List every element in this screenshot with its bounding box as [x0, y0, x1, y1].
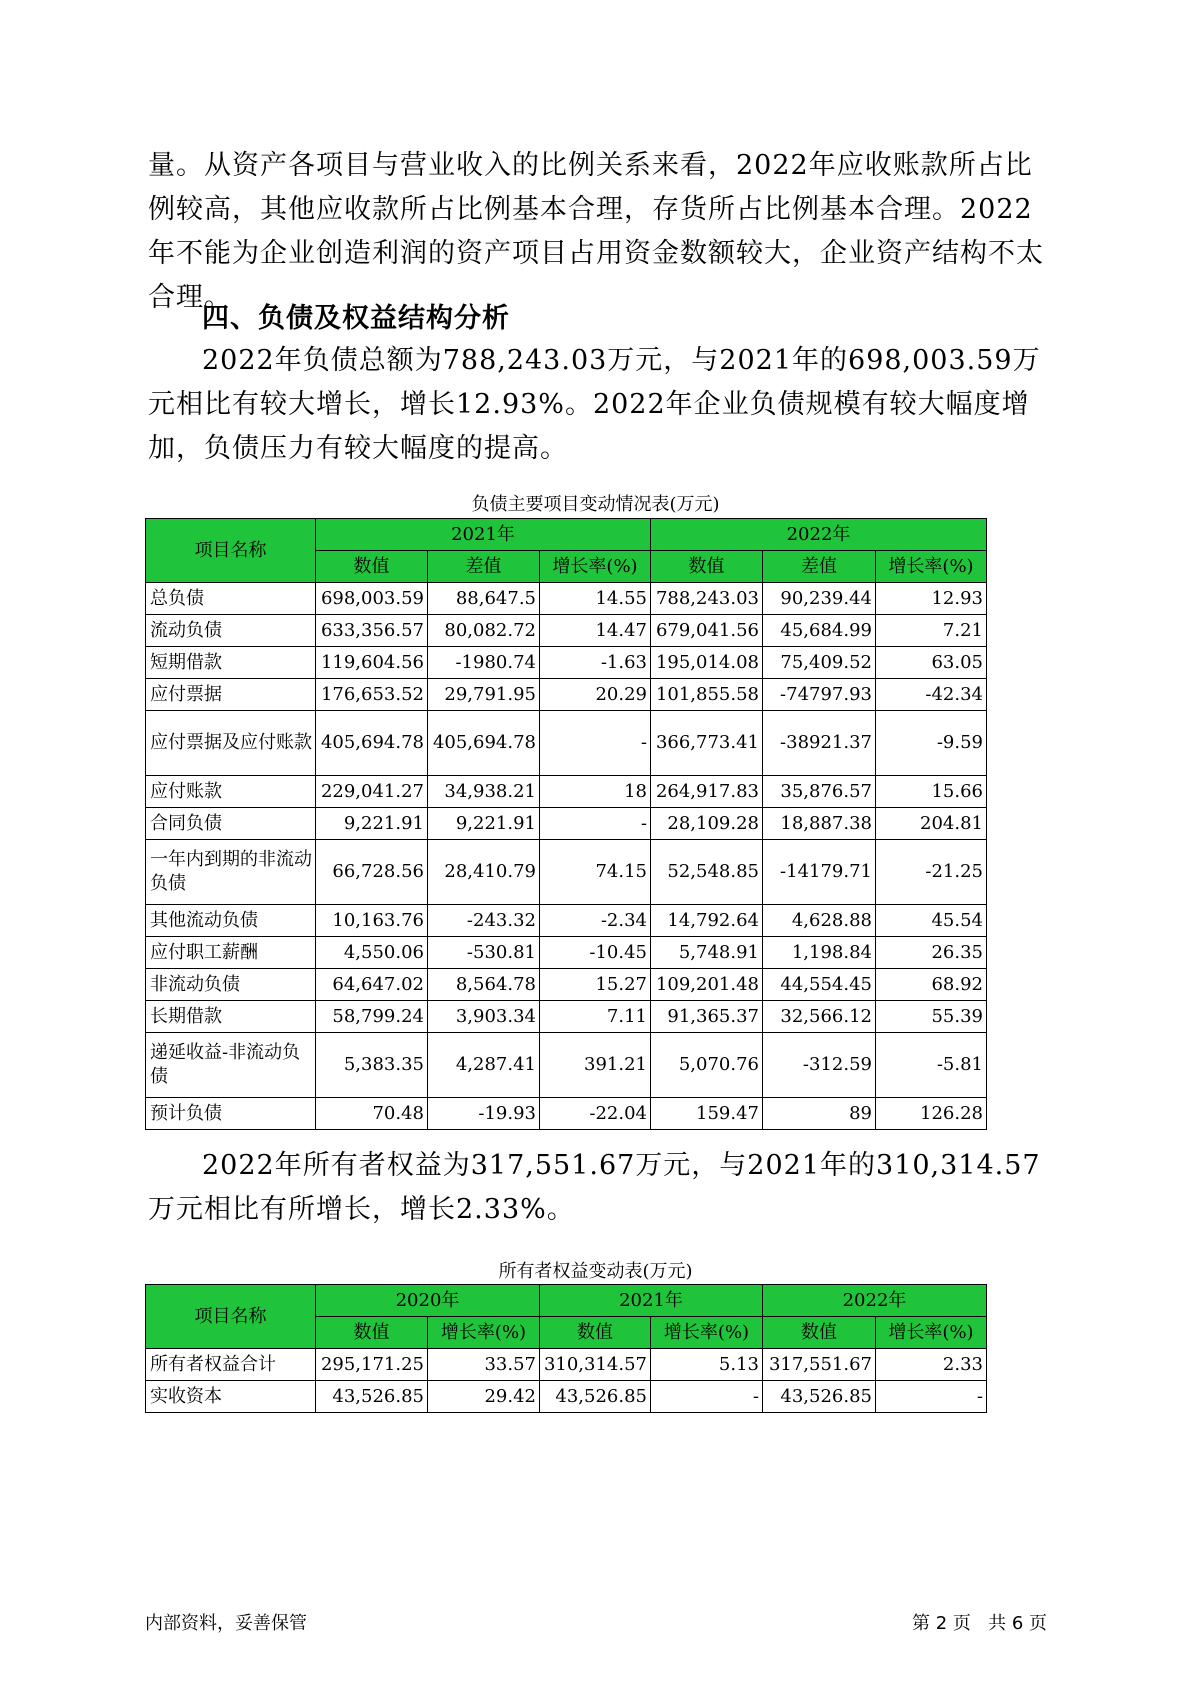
- row-item-name: 所有者权益合计: [146, 1349, 316, 1381]
- cell-r2: 204.81: [876, 808, 987, 840]
- row-item-name: 一年内到期的非流动负债: [146, 840, 316, 905]
- cell-d1: 34,938.21: [428, 776, 540, 808]
- table-row: [146, 615, 987, 647]
- cell-r3: -: [876, 1381, 987, 1413]
- diff-header: 差值: [763, 551, 876, 583]
- cell-r1: -: [540, 711, 651, 776]
- cell-d2: 35,876.57: [763, 776, 876, 808]
- footer-confidential: 内部资料，妥善保管: [145, 1613, 307, 1634]
- cell-d1: -530.81: [428, 937, 540, 969]
- table-row: [146, 808, 987, 840]
- row-item-name: 应付票据及应付账款: [146, 711, 316, 776]
- table-row: [146, 937, 987, 969]
- table2-caption: 所有者权益变动表(万元): [498, 1261, 693, 1282]
- cell-v2: 91,365.37: [651, 1001, 763, 1033]
- row-item-name: 递延收益-非流动负债: [146, 1033, 316, 1098]
- cell-v1: 295,171.25: [316, 1349, 428, 1381]
- cell-r1: 15.27: [540, 969, 651, 1001]
- cell-v2: 43,526.85: [540, 1381, 651, 1413]
- equity-table: [145, 1284, 987, 1413]
- cell-v1: 119,604.56: [316, 647, 428, 679]
- cell-d2: 18,887.38: [763, 808, 876, 840]
- cell-v2: 5,748.91: [651, 937, 763, 969]
- year-2021-header: 2021年: [316, 519, 651, 551]
- cell-r1: 29.42: [428, 1381, 540, 1413]
- cell-r2: -21.25: [876, 840, 987, 905]
- cell-r1: 14.55: [540, 583, 651, 615]
- rate-header: 增长率(%): [876, 1317, 987, 1349]
- value-header: 数值: [316, 551, 428, 583]
- cell-d2: 4,628.88: [763, 905, 876, 937]
- cell-v1: 405,694.78: [316, 711, 428, 776]
- cell-v2: 101,855.58: [651, 679, 763, 711]
- cell-r2: -5.81: [876, 1033, 987, 1098]
- cell-d1: 9,221.91: [428, 808, 540, 840]
- cell-r2: 7.21: [876, 615, 987, 647]
- row-item-name: 其他流动负债: [146, 905, 316, 937]
- cell-r2: 15.66: [876, 776, 987, 808]
- cell-r1: 391.21: [540, 1033, 651, 1098]
- paragraph-asset-structure: 量。从资产各项目与营业收入的比例关系来看，2022年应收账款所占比例较高，其他应收款所占比例基本合理，存货所占比例基本合理。2022年不能为企业创造利润的资产项目占用资金数额较大，企业资产结构不太合理。: [148, 150, 1044, 313]
- cell-r2: 126.28: [876, 1098, 987, 1130]
- cell-d2: 32,566.12: [763, 1001, 876, 1033]
- cell-r1: 14.47: [540, 615, 651, 647]
- cell-r2: 12.93: [876, 583, 987, 615]
- liabilities-table: [145, 518, 987, 1130]
- cell-v1: 58,799.24: [316, 1001, 428, 1033]
- rate-header: 增长率(%): [428, 1317, 540, 1349]
- table-row: [146, 647, 987, 679]
- table-row: [146, 679, 987, 711]
- table-row: [146, 1033, 987, 1098]
- cell-v2: 28,109.28: [651, 808, 763, 840]
- cell-d1: 88,647.5: [428, 583, 540, 615]
- year-2022-header: 2022年: [763, 1285, 987, 1317]
- table-row: [146, 1001, 987, 1033]
- cell-d2: -38921.37: [763, 711, 876, 776]
- item-name-header: 项目名称: [146, 1285, 316, 1349]
- table-row: [146, 1098, 987, 1130]
- cell-d1: 4,287.41: [428, 1033, 540, 1098]
- value-header: 数值: [316, 1317, 428, 1349]
- cell-v2: 159.47: [651, 1098, 763, 1130]
- cell-r1: 20.29: [540, 679, 651, 711]
- year-2021-header: 2021年: [540, 1285, 763, 1317]
- cell-d1: 405,694.78: [428, 711, 540, 776]
- cell-d1: 28,410.79: [428, 840, 540, 905]
- section-heading: 四、负债及权益结构分析: [202, 303, 510, 334]
- cell-r3: 2.33: [876, 1349, 987, 1381]
- row-item-name: 短期借款: [146, 647, 316, 679]
- paragraph-equity: 2022年所有者权益为317,551.67万元，与2021年的310,314.57万元相比有所增长，增长2.33%。: [148, 1150, 1041, 1225]
- row-item-name: 流动负债: [146, 615, 316, 647]
- row-item-name: 实收资本: [146, 1381, 316, 1413]
- cell-d2: 1,198.84: [763, 937, 876, 969]
- cell-r1: 33.57: [428, 1349, 540, 1381]
- cell-d2: 75,409.52: [763, 647, 876, 679]
- cell-r2: 55.39: [876, 1001, 987, 1033]
- value-header: 数值: [540, 1317, 651, 1349]
- year-2022-header: 2022年: [651, 519, 987, 551]
- cell-v1: 698,003.59: [316, 583, 428, 615]
- cell-r1: 18: [540, 776, 651, 808]
- cell-r1: -10.45: [540, 937, 651, 969]
- cell-v2: 679,041.56: [651, 615, 763, 647]
- table-row: [146, 776, 987, 808]
- cell-d2: -312.59: [763, 1033, 876, 1098]
- cell-r2: 26.35: [876, 937, 987, 969]
- cell-v1: 229,041.27: [316, 776, 428, 808]
- cell-d2: -74797.93: [763, 679, 876, 711]
- row-item-name: 预计负债: [146, 1098, 316, 1130]
- cell-v1: 4,550.06: [316, 937, 428, 969]
- cell-v1: 43,526.85: [316, 1381, 428, 1413]
- cell-v2: 109,201.48: [651, 969, 763, 1001]
- cell-r1: -: [540, 808, 651, 840]
- table-row: [146, 1381, 987, 1413]
- cell-d2: 45,684.99: [763, 615, 876, 647]
- rate-header: 增长率(%): [651, 1317, 763, 1349]
- cell-v2: 5,070.76: [651, 1033, 763, 1098]
- cell-v3: 317,551.67: [763, 1349, 876, 1381]
- cell-d1: -243.32: [428, 905, 540, 937]
- cell-d2: 89: [763, 1098, 876, 1130]
- value-header: 数值: [763, 1317, 876, 1349]
- cell-d1: 8,564.78: [428, 969, 540, 1001]
- cell-v1: 70.48: [316, 1098, 428, 1130]
- cell-v1: 633,356.57: [316, 615, 428, 647]
- cell-d2: -14179.71: [763, 840, 876, 905]
- cell-v2: 52,548.85: [651, 840, 763, 905]
- cell-v1: 176,653.52: [316, 679, 428, 711]
- cell-v2: 195,014.08: [651, 647, 763, 679]
- cell-v2: 788,243.03: [651, 583, 763, 615]
- diff-header: 差值: [428, 551, 540, 583]
- paragraph-liabilities: 2022年负债总额为788,243.03万元，与2021年的698,003.59万元相比有较大增长，增长12.93%。2022年企业负债规模有较大幅度增加，负债压力有较大幅度的提高。: [148, 345, 1041, 464]
- cell-v2: 310,314.57: [540, 1349, 651, 1381]
- table-header-row: [146, 1285, 987, 1317]
- footer-page-number: 第 2 页 共 6 页: [912, 1613, 1047, 1634]
- table-row: [146, 583, 987, 615]
- cell-d1: 3,903.34: [428, 1001, 540, 1033]
- table-row: [146, 711, 987, 776]
- cell-v2: 264,917.83: [651, 776, 763, 808]
- row-item-name: 长期借款: [146, 1001, 316, 1033]
- row-item-name: 应付账款: [146, 776, 316, 808]
- year-2020-header: 2020年: [316, 1285, 540, 1317]
- cell-v1: 9,221.91: [316, 808, 428, 840]
- cell-r1: -22.04: [540, 1098, 651, 1130]
- rate-header: 增长率(%): [876, 551, 987, 583]
- cell-r1: -1.63: [540, 647, 651, 679]
- cell-d1: 80,082.72: [428, 615, 540, 647]
- cell-r1: 7.11: [540, 1001, 651, 1033]
- cell-d1: 29,791.95: [428, 679, 540, 711]
- row-item-name: 应付票据: [146, 679, 316, 711]
- row-item-name: 非流动负债: [146, 969, 316, 1001]
- table1-caption: 负债主要项目变动情况表(万元): [471, 494, 720, 515]
- cell-v2: 14,792.64: [651, 905, 763, 937]
- row-item-name: 应付职工薪酬: [146, 937, 316, 969]
- table-header-row: [146, 519, 987, 551]
- table-row: [146, 1349, 987, 1381]
- cell-d1: -1980.74: [428, 647, 540, 679]
- value-header: 数值: [651, 551, 763, 583]
- cell-r2: 45.54: [876, 905, 987, 937]
- cell-v1: 5,383.35: [316, 1033, 428, 1098]
- table-row: [146, 840, 987, 905]
- cell-r2: 68.92: [876, 969, 987, 1001]
- cell-v1: 66,728.56: [316, 840, 428, 905]
- cell-d1: -19.93: [428, 1098, 540, 1130]
- cell-v1: 10,163.76: [316, 905, 428, 937]
- cell-r2: 63.05: [876, 647, 987, 679]
- row-item-name: 合同负债: [146, 808, 316, 840]
- rate-header: 增长率(%): [540, 551, 651, 583]
- cell-r2: 5.13: [651, 1349, 763, 1381]
- cell-r1: -2.34: [540, 905, 651, 937]
- cell-r2: -: [651, 1381, 763, 1413]
- table-row: [146, 905, 987, 937]
- cell-v3: 43,526.85: [763, 1381, 876, 1413]
- row-item-name: 总负债: [146, 583, 316, 615]
- cell-v1: 64,647.02: [316, 969, 428, 1001]
- cell-v2: 366,773.41: [651, 711, 763, 776]
- item-name-header: 项目名称: [146, 519, 316, 583]
- cell-r2: -42.34: [876, 679, 987, 711]
- cell-r1: 74.15: [540, 840, 651, 905]
- cell-d2: 90,239.44: [763, 583, 876, 615]
- cell-r2: -9.59: [876, 711, 987, 776]
- table-row: [146, 969, 987, 1001]
- cell-d2: 44,554.45: [763, 969, 876, 1001]
